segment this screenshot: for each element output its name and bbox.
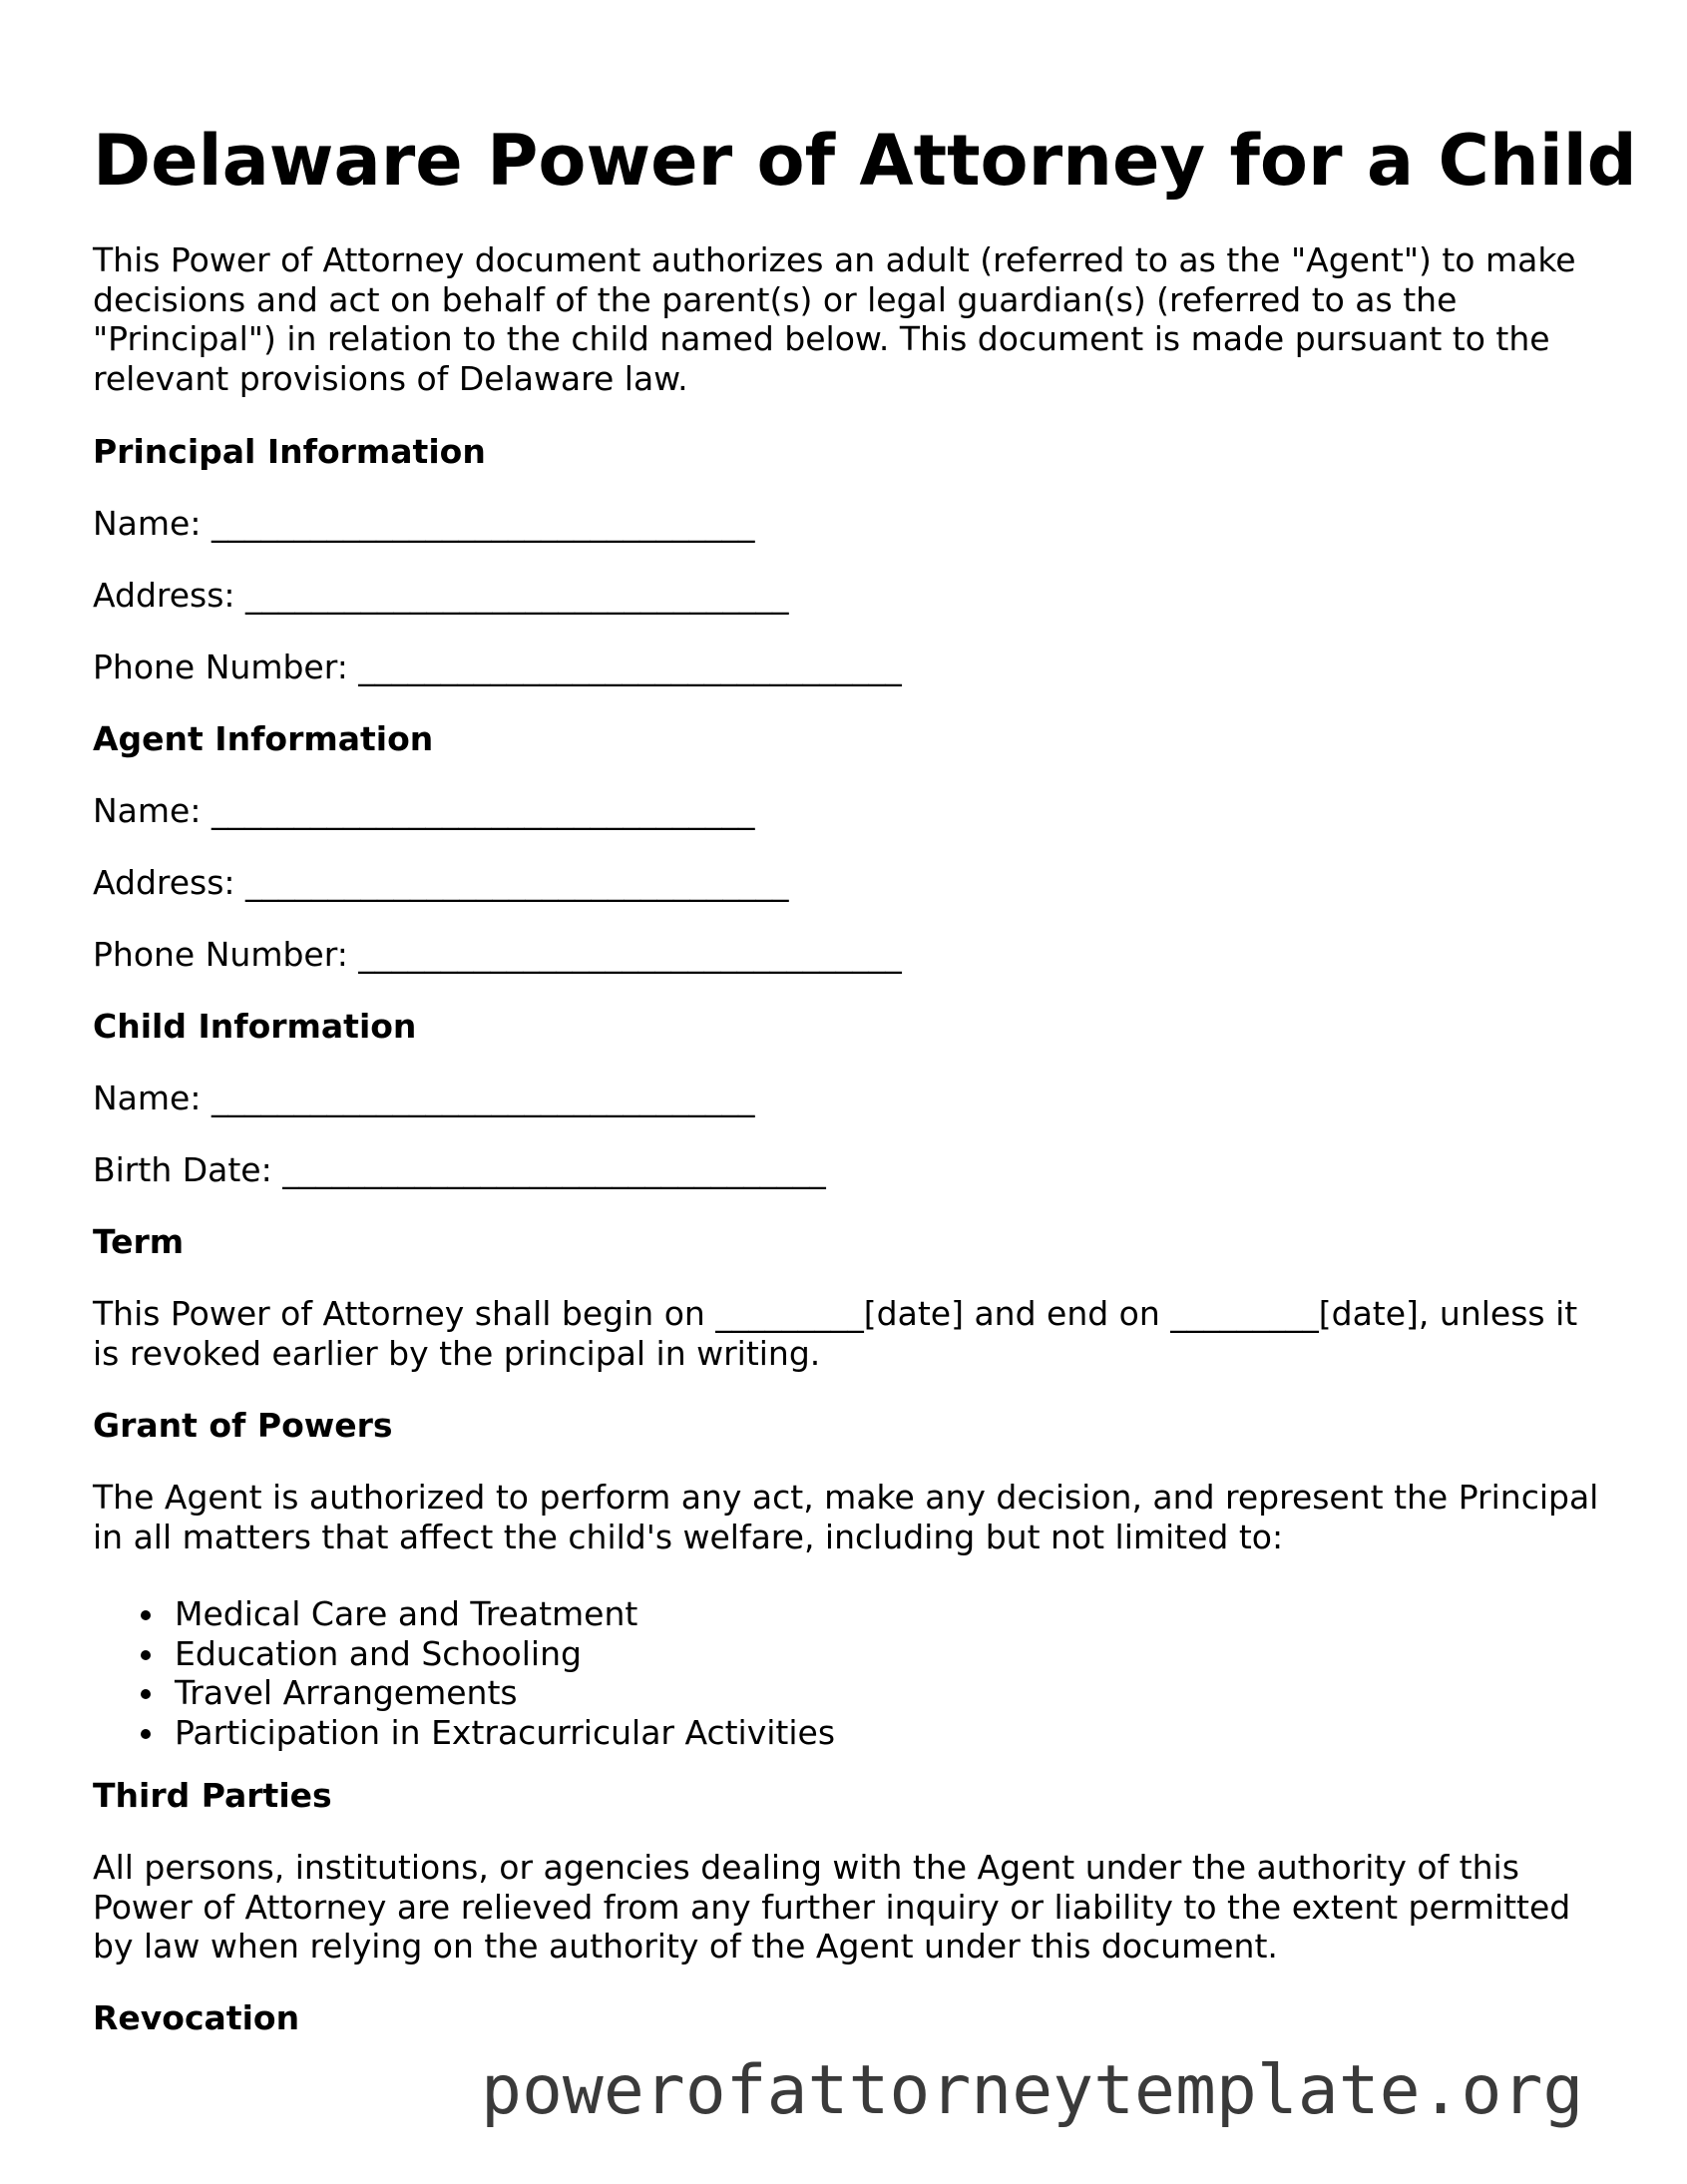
child-birth-date-field[interactable]: Birth Date: _________________________________ <box>93 1150 826 1189</box>
list-item-label: Medical Care and Treatment <box>175 1594 638 1633</box>
grant-heading: Grant of Powers <box>93 1406 393 1445</box>
list-item <box>93 1713 835 1753</box>
document-title: Delaware Power of Attorney for a Child <box>93 120 1637 202</box>
list-item <box>93 1673 835 1713</box>
list-item-label: Travel Arrangements <box>175 1673 518 1712</box>
intro-paragraph: This Power of Attorney document authorizes an adult (referred to as the "Agent") to make decisions and act on behalf of the parent(s) or legal guardian(s) (referred to as the "Principal") in relation to the child named below. This document is made pursuant to the relevant provisions of Delaware law. <box>93 240 1576 398</box>
agent-name-field[interactable]: Name: _________________________________ <box>93 791 755 830</box>
principal-phone-field[interactable]: Phone Number: _________________________________ <box>93 648 902 686</box>
list-item-label: Participation in Extracurricular Activities <box>175 1712 836 1752</box>
list-item-label: Education and Schooling <box>175 1633 582 1673</box>
agent-address-field[interactable]: Address: _________________________________ <box>93 863 789 902</box>
child-name-field[interactable]: Name: _________________________________ <box>93 1079 755 1117</box>
child-heading: Child Information <box>93 1007 417 1046</box>
third-parties-heading: Third Parties <box>93 1776 332 1815</box>
bullet-icon <box>141 1689 151 1699</box>
bullet-icon <box>141 1729 151 1739</box>
term-heading: Term <box>93 1222 185 1261</box>
principal-name-field[interactable]: Name: _________________________________ <box>93 504 755 543</box>
third-parties-paragraph: All persons, institutions, or agencies dealing with the Agent under the authority of this Power of Attorney are relieved from any further inquiry or liability to the extent permitted by law when relying on the authority of the Agent under this document. <box>93 1848 1571 1966</box>
list-item <box>93 1634 835 1674</box>
bullet-icon <box>141 1610 151 1620</box>
watermark: powerofattorneytemplate.org <box>481 2051 1584 2130</box>
agent-heading: Agent Information <box>93 719 434 758</box>
agent-phone-field[interactable]: Phone Number: _________________________________ <box>93 935 902 974</box>
list-item <box>93 1594 835 1634</box>
principal-address-field[interactable]: Address: _________________________________ <box>93 576 789 615</box>
term-paragraph: This Power of Attorney shall begin on _________[date] and end on _________[date], unless it is revoked earlier by the principal in writing. <box>93 1294 1578 1373</box>
revocation-heading: Revocation <box>93 1998 300 2037</box>
powers-list <box>93 1594 835 1752</box>
bullet-icon <box>141 1650 151 1660</box>
grant-paragraph: The Agent is authorized to perform any act, make any decision, and represent the Principal in all matters that affect the child's welfare, including but not limited to: <box>93 1478 1599 1556</box>
principal-heading: Principal Information <box>93 432 486 471</box>
